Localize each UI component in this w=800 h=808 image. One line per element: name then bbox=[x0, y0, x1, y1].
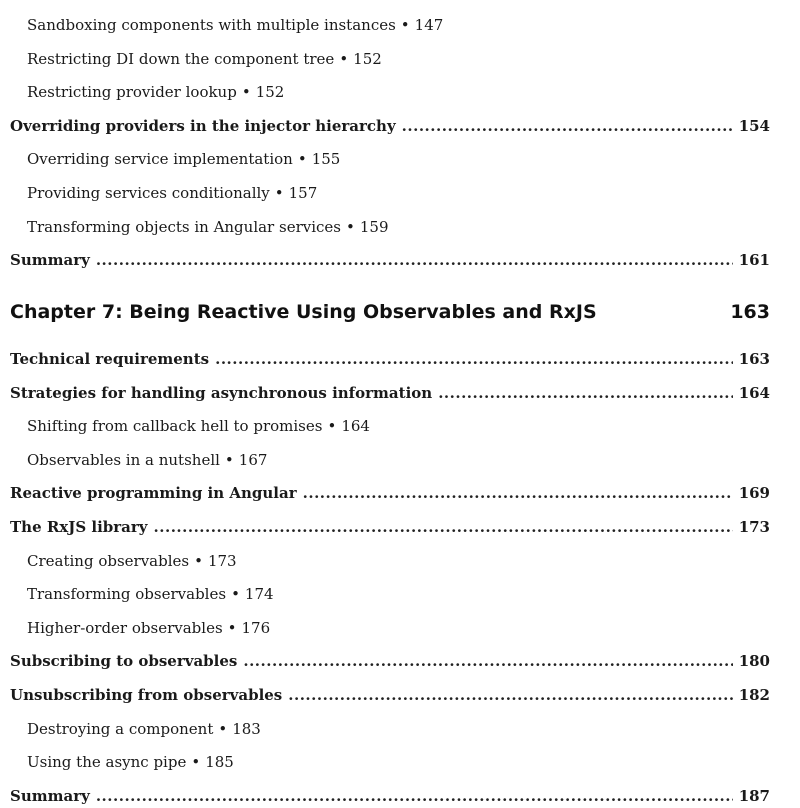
entry-label: Observables in a nutshell bbox=[27, 450, 220, 469]
toc-subsection-entry[interactable] bbox=[27, 750, 770, 774]
entry-page-number: 164 bbox=[738, 383, 770, 402]
entry-label: Shifting from callback hell to promises bbox=[27, 417, 323, 436]
entry-page-number: 152 bbox=[255, 83, 285, 102]
dot-leader bbox=[96, 248, 733, 272]
entry-page-number: 182 bbox=[738, 686, 770, 704]
entry-page-number: 164 bbox=[341, 417, 370, 436]
bullet-separator: • bbox=[218, 719, 228, 738]
entry-label: Transforming observables bbox=[27, 585, 227, 604]
entry-page-number: 163 bbox=[738, 350, 770, 368]
entry-label: Higher-order observables bbox=[27, 618, 223, 637]
entry-page-number: 152 bbox=[353, 49, 382, 68]
toc-section-entry[interactable] bbox=[10, 381, 770, 405]
entry-page-number: 187 bbox=[738, 786, 770, 805]
bullet-separator: • bbox=[227, 618, 237, 637]
bullet-separator: • bbox=[400, 16, 410, 34]
bullet-separator: • bbox=[194, 551, 203, 570]
dot-leader bbox=[303, 481, 733, 505]
entry-label: Strategies for handling asynchronous information bbox=[10, 383, 433, 402]
dot-leader bbox=[243, 649, 732, 673]
entry-page-number: 180 bbox=[738, 652, 770, 671]
entry-page-number: 183 bbox=[232, 719, 261, 738]
toc-subsection-entry[interactable] bbox=[27, 717, 770, 741]
entry-label: Destroying a component bbox=[27, 719, 214, 738]
toc-subsection-entry[interactable] bbox=[27, 80, 770, 104]
toc-subsection-entry[interactable] bbox=[27, 147, 770, 171]
entry-label: Overriding service implementation bbox=[27, 150, 293, 169]
entry-label: Unsubscribing from observables bbox=[10, 686, 283, 704]
entry-label: Providing services conditionally bbox=[27, 184, 270, 202]
entry-label: Subscribing to observables bbox=[10, 652, 238, 671]
toc-subsection-entry[interactable] bbox=[27, 215, 770, 239]
entry-label: Overriding providers in the injector hierarchy bbox=[10, 116, 396, 135]
entry-label: Reactive programming in Angular bbox=[10, 484, 297, 503]
bullet-separator: • bbox=[339, 49, 349, 68]
toc-subsection-entry[interactable] bbox=[27, 414, 770, 438]
toc-subsection-entry[interactable] bbox=[27, 448, 770, 472]
entry-page-number: 169 bbox=[738, 484, 770, 503]
chapter-title: Chapter 7: Being Reactive Using Observables and RxJS bbox=[10, 301, 597, 323]
toc-section-entry[interactable] bbox=[10, 114, 770, 138]
entry-page-number: 155 bbox=[311, 150, 341, 169]
toc-subsection-entry[interactable] bbox=[27, 582, 770, 606]
bullet-separator: • bbox=[231, 585, 240, 604]
dot-leader bbox=[402, 114, 733, 138]
entry-page-number: 161 bbox=[738, 251, 770, 270]
bullet-separator: • bbox=[191, 753, 201, 772]
bullet-separator: • bbox=[327, 417, 337, 436]
entry-page-number: 185 bbox=[205, 753, 234, 772]
bullet-separator: • bbox=[297, 150, 307, 169]
entry-page-number: 154 bbox=[738, 116, 770, 135]
toc-section-entry[interactable] bbox=[10, 784, 770, 808]
toc-section-entry[interactable] bbox=[10, 683, 770, 707]
toc-section-entry[interactable] bbox=[10, 481, 770, 505]
entry-label: Summary bbox=[10, 786, 90, 805]
toc-subsection-entry[interactable] bbox=[27, 47, 770, 71]
entry-page-number: 159 bbox=[359, 217, 389, 236]
dot-leader bbox=[438, 381, 733, 405]
dot-leader bbox=[96, 784, 733, 808]
entry-label: Transforming objects in Angular services bbox=[27, 217, 341, 236]
toc-subsection-entry[interactable] bbox=[27, 181, 770, 205]
bullet-separator: • bbox=[274, 184, 284, 202]
entry-label: Restricting DI down the component tree bbox=[27, 49, 335, 68]
dot-leader bbox=[154, 515, 733, 539]
entry-page-number: 176 bbox=[241, 618, 271, 637]
chapter-heading[interactable] bbox=[10, 297, 770, 327]
entry-label: Restricting provider lookup bbox=[27, 83, 237, 102]
entry-page-number: 174 bbox=[244, 585, 274, 604]
entry-label: Using the async pipe bbox=[27, 753, 187, 772]
entry-page-number: 167 bbox=[238, 450, 268, 469]
chapter-page-number: 163 bbox=[730, 301, 770, 323]
entry-page-number: 173 bbox=[738, 518, 770, 536]
dot-leader bbox=[288, 683, 732, 707]
entry-label: Summary bbox=[10, 251, 90, 270]
entry-label: The RxJS library bbox=[10, 518, 148, 536]
toc-section-entry[interactable] bbox=[10, 649, 770, 673]
toc-subsection-entry[interactable] bbox=[27, 616, 770, 640]
bullet-separator: • bbox=[346, 217, 355, 236]
toc-section-entry[interactable] bbox=[10, 347, 770, 371]
toc-subsection-entry[interactable] bbox=[27, 13, 770, 37]
bullet-separator: • bbox=[241, 83, 251, 102]
toc-section-entry[interactable] bbox=[10, 515, 770, 539]
entry-label: Sandboxing components with multiple instances bbox=[27, 16, 396, 34]
dot-leader bbox=[215, 347, 733, 371]
entry-label: Creating observables bbox=[27, 551, 190, 570]
entry-label: Technical requirements bbox=[10, 350, 210, 368]
toc-subsection-entry[interactable] bbox=[27, 549, 770, 573]
entry-page-number: 147 bbox=[414, 16, 444, 34]
toc-section-entry[interactable] bbox=[10, 248, 770, 272]
entry-page-number: 173 bbox=[207, 551, 237, 570]
bullet-separator: • bbox=[224, 450, 234, 469]
entry-page-number: 157 bbox=[288, 184, 318, 202]
